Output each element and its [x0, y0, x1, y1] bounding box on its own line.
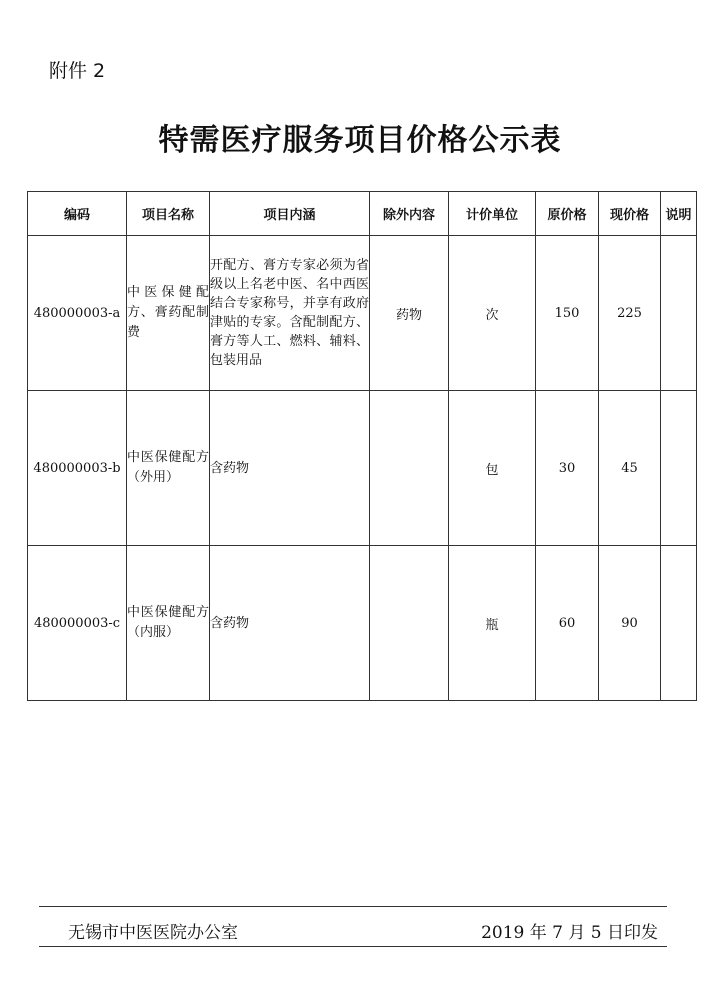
table-row — [28, 236, 697, 391]
header-note: 说明 — [661, 192, 697, 236]
cell-content: 含药物 — [210, 391, 370, 546]
cell-content: 含药物 — [210, 546, 370, 701]
footer-issue-date: 2019 年 7 月 5 日印发 — [481, 923, 658, 943]
cell-unit: 次 — [449, 236, 536, 391]
header-excluded: 除外内容 — [370, 192, 449, 236]
cell-original-price: 150 — [536, 236, 599, 391]
cell-name: 中医保健配方（内服） — [127, 546, 210, 701]
page-title: 特需医疗服务项目价格公示表 — [158, 123, 562, 158]
cell-current-price: 45 — [599, 391, 661, 546]
cell-code: 480000003-b — [28, 391, 127, 546]
price-table — [27, 191, 697, 701]
table-row — [28, 546, 697, 701]
cell-content: 开配方、膏方专家必须为省级以上名老中医、名中西医结合专家称号，并享有政府津贴的专家。含配制配方、膏方等人工、燃料、辅料、包装用品 — [210, 236, 370, 391]
cell-code: 480000003-c — [28, 546, 127, 701]
cell-excluded: 药物 — [370, 236, 449, 391]
cell-unit: 瓶 — [449, 546, 536, 701]
table-row — [28, 391, 697, 546]
header-unit: 计价单位 — [449, 192, 536, 236]
header-code: 编码 — [28, 192, 127, 236]
cell-name: 中医保健配方、膏药配制费 — [127, 236, 210, 391]
cell-original-price: 60 — [536, 546, 599, 701]
header-name: 项目名称 — [127, 192, 210, 236]
cell-note — [661, 391, 697, 546]
cell-current-price: 225 — [599, 236, 661, 391]
cell-note — [661, 236, 697, 391]
footer-issuer: 无锡市中医医院办公室 — [68, 923, 238, 943]
cell-excluded — [370, 546, 449, 701]
table-header-row — [28, 192, 697, 236]
attachment-label: 附件 2 — [49, 60, 106, 82]
header-original-price: 原价格 — [536, 192, 599, 236]
footer-divider-top — [39, 906, 667, 907]
cell-unit: 包 — [449, 391, 536, 546]
header-current-price: 现价格 — [599, 192, 661, 236]
cell-excluded — [370, 391, 449, 546]
cell-name: 中医保健配方（外用） — [127, 391, 210, 546]
cell-current-price: 90 — [599, 546, 661, 701]
cell-code: 480000003-a — [28, 236, 127, 391]
footer-divider-bottom — [39, 946, 667, 947]
header-content: 项目内涵 — [210, 192, 370, 236]
cell-note — [661, 546, 697, 701]
cell-original-price: 30 — [536, 391, 599, 546]
